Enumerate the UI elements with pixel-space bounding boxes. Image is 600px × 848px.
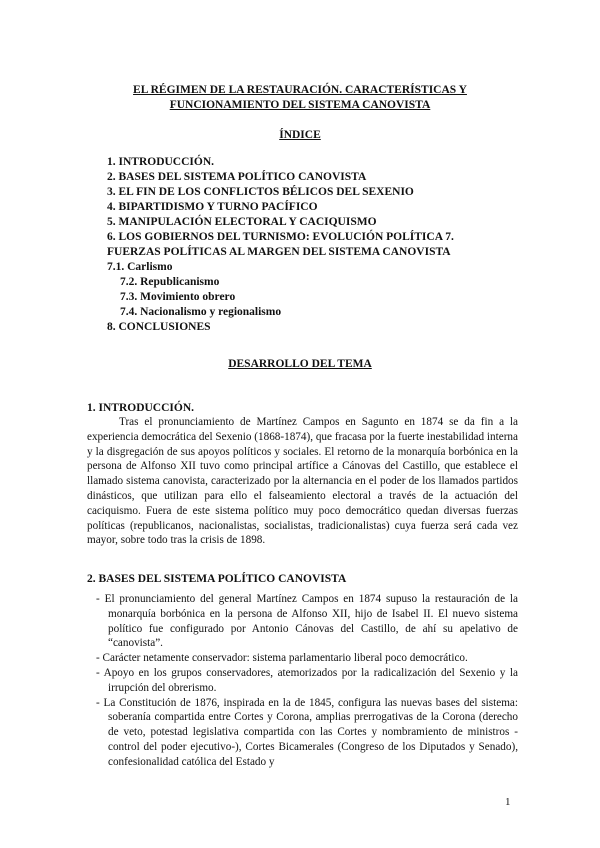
toc-item: 1. INTRODUCCIÓN. [107, 156, 215, 168]
toc-item: 8. CONCLUSIONES [107, 321, 211, 333]
list-item: - La Constitución de 1876, inspirada en la de 1845, configura las nuevas bases del sistema: soberanía compartida entre Cortes y Corona, amplias prerrogativas de la Corona (derecho de veto, potestad legislativa compartida con las Cortes y nombramiento de ministros -control del poder ejecutivo-), Cortes Bicamerales (Congreso de los Diputados y Senado), confesionalidad católica del Estado y [96, 696, 518, 768]
section-1-heading: 1. INTRODUCCIÓN. [87, 402, 195, 414]
desarrollo-heading: DESARROLLO DEL TEMA [228, 358, 372, 370]
toc-item: 3. EL FIN DE LOS CONFLICTOS BÉLICOS DEL SEXENIO [107, 186, 414, 198]
section-2-heading: 2. BASES DEL SISTEMA POLÍTICO CANOVISTA [87, 573, 347, 585]
toc-item: 7.1. Carlismo [107, 261, 173, 273]
toc-item: 5. MANIPULACIÓN ELECTORAL Y CACIQUISMO [107, 216, 377, 228]
document-title [88, 83, 512, 113]
toc-item: FUERZAS POLÍTICAS AL MARGEN DEL SISTEMA CANOVISTA [107, 246, 451, 258]
page-number: 1 [505, 796, 511, 808]
title-line-2: FUNCIONAMIENTO DEL SISTEMA CANOVISTA [169, 99, 431, 111]
section-2-bullet-list [96, 592, 518, 770]
list-item: - Apoyo en los grupos conservadores, atemorizados por la radicalización del Sexenio y la irrupción del obrerismo. [96, 666, 518, 694]
toc-item: 6. LOS GOBIERNOS DEL TURNISMO: EVOLUCIÓN POLÍTICA 7. [107, 231, 454, 243]
toc-item: 7.3. Movimiento obrero [120, 291, 236, 303]
toc-item: 4. BIPARTIDISMO Y TURNO PACÍFICO [107, 201, 318, 213]
toc-item: 7.2. Republicanismo [120, 276, 220, 288]
toc-item: 2. BASES DEL SISTEMA POLÍTICO CANOVISTA [107, 171, 367, 183]
title-line-1: EL RÉGIMEN DE LA RESTAURACIÓN. CARACTERÍSTICAS Y [133, 84, 467, 96]
indice-heading: ÍNDICE [279, 129, 321, 141]
section-1-paragraph: Tras el pronunciamiento de Martínez Campos en Sagunto en 1874 se da fin a la experiencia democrática del Sexenio (1868-1874), que fracasa por la fuerte inestabilidad interna y la disgregación de sus apoyos políticos y sociales. El retorno de la monarquía borbónica en la persona de Alfonso XII tuvo como principal artífice a Cánovas del Castillo, que establece el llamado sistema canovista, caracterizado por la alternancia en el poder de los llamados partidos dinásticos, que utilizan para ello el falseamiento electoral a través de la actuación del caciquismo. Fuera de este sistema político muy poco democrático quedan diversas fuerzas políticas (republicanos, nacionalistas, socialistas, tradicionalistas) cuya fuerza será cada vez mayor, sobre todo tras la crisis de 1898. [87, 416, 518, 547]
list-item: - El pronunciamiento del general Martínez Campos en 1874 supuso la restauración de la monarquía borbónica en la persona de Alfonso XII, hijo de Isabel II. El nuevo sistema político fue configurado por Antonio Cánovas del Castillo, de ahí su apelativo de “canovista”. [96, 593, 518, 650]
toc-item: 7.4. Nacionalismo y regionalismo [120, 306, 282, 318]
list-item: - Carácter netamente conservador: sistema parlamentario liberal poco democrático. [96, 652, 468, 665]
